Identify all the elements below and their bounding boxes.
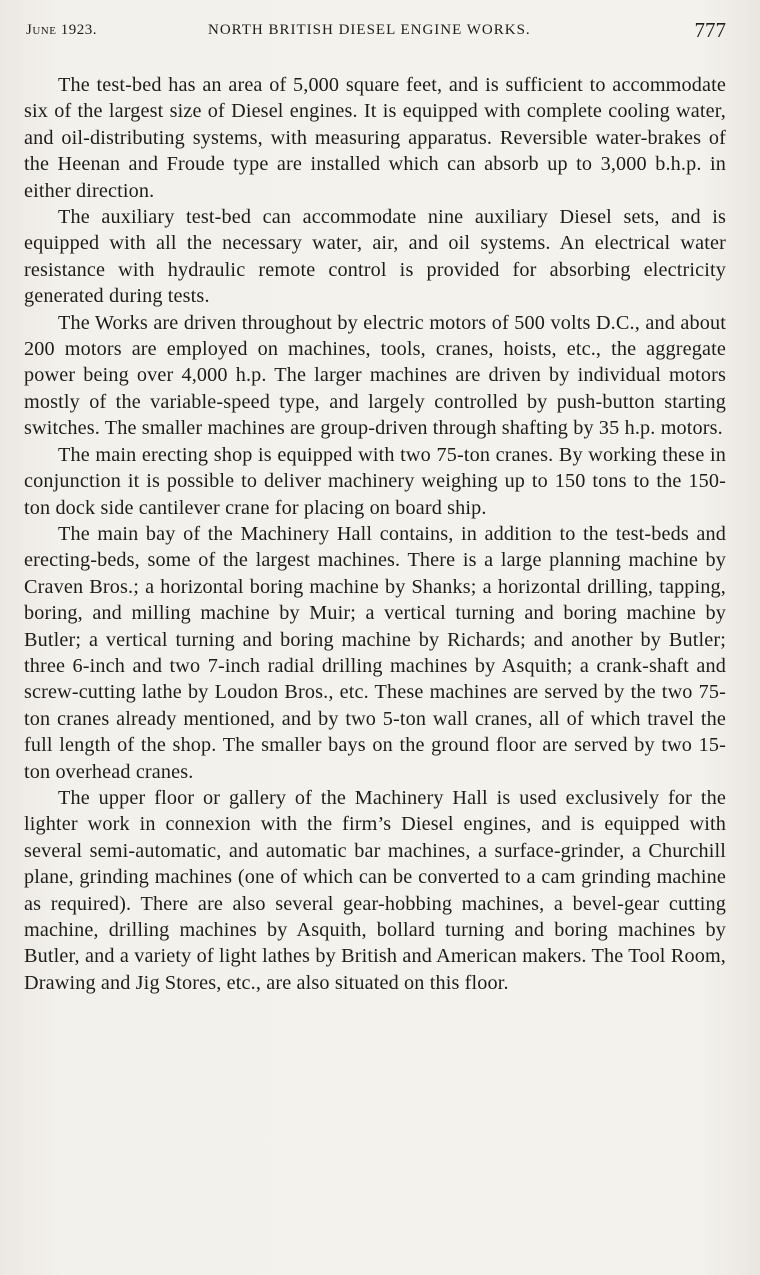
body-text	[24, 60, 726, 996]
header-date: June 1923.	[26, 22, 97, 38]
paragraph-test-bed: The test-bed has an area of 5,000 square feet, and is sufficient to accommodate six of the largest size of Diesel engines. It is equipped with complete cooling water, and oil-distributing systems, with measuring apparatus. Reversible water-brakes of the Heenan and Froude type are installed which can absorb up to 3,000 b.h.p. in either direction.	[24, 74, 726, 202]
page-number: 777	[694, 18, 726, 42]
paragraph-upper-floor-gallery: The upper floor or gallery of the Machinery Hall is used exclusively for the lighter work in connexion with the firm’s Diesel engines, and is equipped with several semi-automatic, and automatic bar machines, a surface-grinder, a Churchill plane, grinding machines (one of which can be converted to a cam grinding machine as required). There are also several gear-hobbing machines, a bevel-gear cutting machine, drilling machines by Asquith, bollard turning and boring machines by Butler, and a variety of light lathes by British and American makers. The Tool Room, Drawing and Jig Stores, etc., are also situated on this floor.	[24, 786, 726, 994]
header-title: NORTH BRITISH DIESEL ENGINE WORKS.	[208, 22, 531, 38]
running-head	[24, 0, 726, 60]
paragraph-auxiliary-test-bed: The auxiliary test-bed can accommodate nine auxiliary Diesel sets, and is equipped with all the necessary water, air, and oil systems. An electrical water resistance with hydraulic remote control is provided for absorbing electricity generated during tests.	[24, 206, 726, 308]
paragraph-electric-motors: The Works are driven throughout by electric motors of 500 volts D.C., and about 200 motors are employed on machines, tools, cranes, hoists, etc., the aggregate power being over 4,000 h.p. The larger machines are driven by individual motors mostly of the variable-speed type, and largely controlled by push-button starting switches. The smaller machines are group-driven through shafting by 35 h.p. motors.	[24, 311, 726, 440]
paragraph-machinery-hall-main-bay: The main bay of the Machinery Hall contains, in addition to the test-beds and erecting-beds, some of the largest machines. There is a large planning machine by Craven Bros.; a horizontal boring machine by Shanks; a horizontal drilling, tapping, boring, and milling machine by Muir; a vertical turning and boring machine by Butler; a vertical turning and boring machine by Richards; and another by Butler; three 6-inch and two 7-inch radial drilling machines by Asquith; a crank-shaft and screw-cutting lathe by Loudon Bros., etc. These machines are served by the two 75-ton cranes already mentioned, and by two 5-ton wall cranes, all of which travel the full length of the shop. The smaller bays on the ground floor are served by two 15-ton overhead cranes.	[24, 522, 726, 783]
paragraph-erecting-shop: The main erecting shop is equipped with two 75-ton cranes. By working these in conjunction it is possible to deliver machinery weighing up to 150 tons to the 150-ton dock side cantilever crane for placing on board ship.	[24, 443, 726, 519]
